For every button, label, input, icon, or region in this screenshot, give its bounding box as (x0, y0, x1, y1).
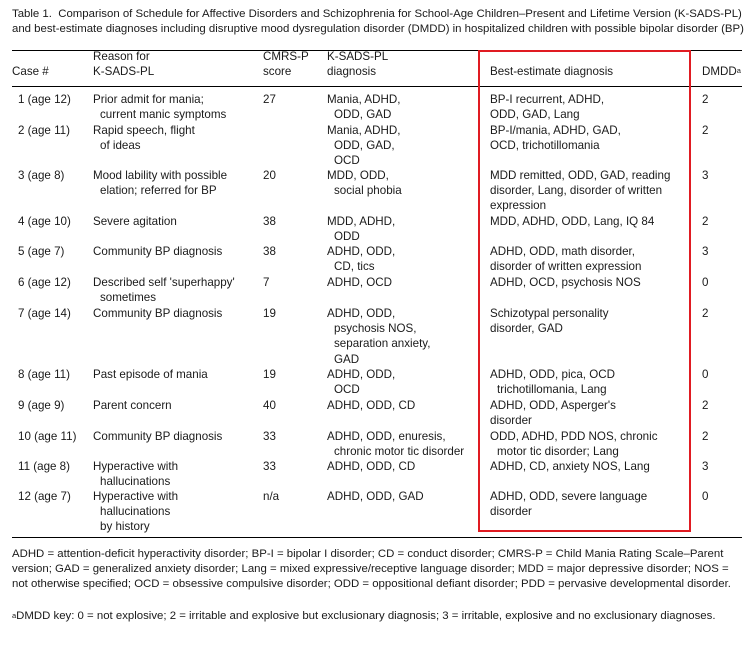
cell-best-line: BP-I/mania, ADHD, GAD, (490, 124, 621, 137)
cell-score: 7 (263, 276, 270, 289)
cell-dmdd: 2 (702, 124, 709, 137)
cell-ksads-line: chronic motor tic disorder (334, 445, 465, 459)
cell-ksads (327, 367, 395, 397)
cell-reason-line: elation; referred for BP (100, 184, 217, 198)
cell-ksads-line: ADHD, ODD, (327, 307, 396, 320)
cell-best-line: Schizotypal personality (490, 307, 609, 320)
cell-dmdd: 0 (702, 490, 709, 503)
cell-reason-line: hallucinations (100, 505, 171, 519)
cell-ksads-line: ADHD, ODD, (327, 368, 396, 381)
cell-ksads-line: Mania, ADHD, (327, 93, 401, 106)
cell-reason (93, 367, 208, 382)
cell-ksads-line: ADHD, ODD, CD (327, 460, 416, 473)
cell-case: 12 (age 7) (18, 490, 71, 503)
cell-ksads-line: ADHD, OCD (327, 276, 393, 289)
cell-case: 8 (age 11) (18, 368, 70, 381)
cell-best-line: disorder of written expression (490, 260, 642, 274)
cell-reason-line: Community BP diagnosis (93, 430, 223, 443)
cell-dmdd: 0 (702, 368, 709, 381)
best-estimate-highlight (478, 50, 691, 532)
cell-score: n/a (263, 490, 280, 503)
cell-ksads-line: psychosis NOS, (334, 322, 417, 336)
cell-ksads-line: MDD, ODD, (327, 169, 389, 182)
footnote-key-text: DMDD key: 0 = not explosive; 2 = irritable and explosive but exclusionary diagnosis; 3 = irritable, explosive and no exclusionary diagnoses. (16, 610, 716, 622)
cell-ksads (327, 123, 400, 169)
cell-reason-line: sometimes (100, 291, 157, 305)
header-score (263, 49, 309, 79)
cell-ksads (327, 244, 395, 274)
cell-best-line: ADHD, ODD, math disorder, (490, 245, 635, 258)
cell-score: 19 (263, 307, 276, 320)
cell-reason-line: Severe agitation (93, 215, 177, 228)
cell-dmdd: 2 (702, 399, 709, 412)
cell-ksads (327, 92, 400, 122)
cell-case: 1 (age 12) (18, 93, 71, 106)
cell-reason (93, 459, 178, 489)
cell-best-line: ODD, ADHD, PDD NOS, chronic (490, 430, 658, 443)
cell-ksads (327, 459, 415, 474)
cell-case: 3 (age 8) (18, 169, 65, 182)
cell-ksads-line: CD, tics (334, 260, 375, 274)
cell-score: 27 (263, 93, 276, 106)
cell-best-line: ADHD, ODD, pica, OCD (490, 368, 615, 381)
cell-reason-line: Community BP diagnosis (93, 307, 223, 320)
cell-ksads (327, 214, 395, 244)
cell-reason-line: Hyperactive with (93, 490, 179, 503)
cell-score: 38 (263, 215, 276, 228)
cell-ksads (327, 489, 424, 504)
cell-best-line: expression (490, 199, 547, 213)
cell-best-line: motor tic disorder; Lang (497, 445, 619, 459)
cell-case: 11 (age 8) (18, 460, 70, 473)
cell-case: 4 (age 10) (18, 215, 71, 228)
header-reason (93, 49, 154, 79)
cell-dmdd: 2 (702, 307, 709, 320)
cell-score: 20 (263, 169, 276, 182)
cell-best-line: ADHD, OCD, psychosis NOS (490, 276, 641, 289)
cell-best-line: ADHD, ODD, Asperger's (490, 399, 616, 412)
cell-best-line: disorder, Lang, disorder of written (490, 184, 663, 198)
cell-ksads-line: ADHD, ODD, GAD (327, 490, 424, 503)
cell-reason (93, 244, 222, 259)
cell-case: 2 (age 11) (18, 124, 70, 137)
cell-dmdd: 2 (702, 93, 709, 106)
header-dmdd (702, 64, 741, 79)
cell-best-line: ADHD, CD, anxiety NOS, Lang (490, 460, 650, 473)
cell-reason-line: Past episode of mania (93, 368, 208, 381)
cell-best-line: disorder (490, 414, 532, 428)
footnote-dmdd-key (12, 609, 746, 624)
cell-best-line: disorder (490, 505, 532, 519)
cell-case: 5 (age 7) (18, 245, 65, 258)
cell-ksads-line: Mania, ADHD, (327, 124, 401, 137)
header-best: Best-estimate diagnosis (490, 65, 614, 78)
cell-ksads (327, 168, 402, 198)
cell-ksads-line: ODD (334, 230, 360, 244)
cell-ksads-line: ADHD, ODD, (327, 245, 396, 258)
header-reason-line: Reason for (93, 50, 150, 63)
cell-dmdd: 2 (702, 430, 709, 443)
cell-best-line: MDD, ADHD, ODD, Lang, IQ 84 (490, 215, 655, 228)
cell-reason (93, 214, 177, 229)
header-dmdd-sup: a (736, 66, 741, 75)
cell-ksads-line: MDD, ADHD, (327, 215, 396, 228)
footnote-abbreviations: ADHD = attention-deficit hyperactivity disorder; BP-I = bipolar I disorder; CD = conduct disorder; CMRS-P = Child Mania Rating Scale–Parent version; GAD = generalized anxiety disorder; Lang = mixed expressive/receptive language disorder; MDD = major depressive disorder; NOS = not otherwise specified; OCD = obsessive compulsive disorder; ODD = oppositional defiant disorder; PDD = pervasive developmental disorder. (12, 548, 731, 591)
cell-ksads (327, 429, 464, 459)
cell-ksads-line: OCD (334, 154, 360, 168)
cell-case: 7 (age 14) (18, 307, 71, 320)
cell-reason (93, 306, 222, 321)
cell-reason (93, 489, 178, 535)
cell-best-line: OCD, trichotillomania (490, 139, 600, 153)
cell-score: 38 (263, 245, 276, 258)
cell-reason-line: current manic symptoms (100, 108, 227, 122)
cell-ksads-line: ADHD, ODD, CD (327, 399, 416, 412)
header-reason-line: K-SADS-PL (93, 65, 155, 79)
cell-ksads-line: OCD (334, 383, 360, 397)
cell-reason-line: Rapid speech, flight (93, 124, 195, 137)
cell-dmdd: 3 (702, 460, 709, 473)
cell-reason-line: of ideas (100, 139, 141, 153)
cell-reason (93, 429, 222, 444)
cell-ksads-line: ODD, GAD, (334, 139, 395, 153)
caption-label: Table 1. (12, 8, 52, 20)
cell-reason-line: hallucinations (100, 475, 171, 489)
cell-score: 33 (263, 430, 276, 443)
cell-reason-line: Mood lability with possible (93, 169, 228, 182)
cell-reason (93, 123, 195, 153)
header-score-line: score (263, 65, 292, 79)
cell-ksads-line: ODD, GAD (334, 108, 392, 122)
cell-ksads-line: social phobia (334, 184, 402, 198)
cell-score: 40 (263, 399, 276, 412)
cell-reason-line: by history (100, 520, 150, 534)
cell-case: 10 (age 11) (18, 430, 77, 443)
cell-ksads-line: ADHD, ODD, enuresis, (327, 430, 446, 443)
footnote-key-sup: a (12, 611, 17, 620)
cell-best-line: disorder, GAD (490, 322, 563, 336)
cell-best-line: ADHD, ODD, severe language (490, 490, 648, 503)
header-ksads-line: diagnosis (327, 65, 376, 79)
cell-ksads (327, 275, 392, 290)
header-ksads (327, 49, 388, 79)
cell-dmdd: 2 (702, 215, 709, 228)
cell-reason-line: Hyperactive with (93, 460, 179, 473)
cell-ksads-line: GAD (334, 352, 360, 366)
cell-reason (93, 168, 227, 198)
cell-score: 33 (263, 460, 276, 473)
cell-best-line: ODD, GAD, Lang (490, 108, 580, 122)
caption-text: Comparison of Schedule for Affective Disorders and Schizophrenia for School-Age Children–Present and Lifetime Version (K-SADS-PL) and best-estimate diagnoses including disruptive mood dysregulation disorder (DMDD) in hospitalized children with possible bipolar disorder (BP) (12, 8, 744, 35)
cell-ksads (327, 306, 430, 367)
header-dmdd-label: DMDD (702, 65, 737, 78)
cell-score: 19 (263, 368, 276, 381)
table-caption (12, 7, 744, 37)
cell-case: 9 (age 9) (18, 399, 65, 412)
cell-reason-line: Prior admit for mania; (93, 93, 204, 106)
cell-dmdd: 0 (702, 276, 709, 289)
bottom-rule (12, 537, 742, 538)
cell-reason-line: Community BP diagnosis (93, 245, 223, 258)
cell-ksads-line: separation anxiety, (334, 337, 431, 351)
cell-dmdd: 3 (702, 169, 709, 182)
cell-reason (93, 398, 172, 413)
header-score-line: CMRS-P (263, 50, 309, 63)
header-case: Case # (12, 65, 49, 78)
cell-case: 6 (age 12) (18, 276, 71, 289)
cell-best-line: MDD remitted, ODD, GAD, reading (490, 169, 671, 182)
header-ksads-line: K-SADS-PL (327, 50, 389, 63)
cell-reason-line: Described self 'superhappy' (93, 276, 235, 289)
cell-dmdd: 3 (702, 245, 709, 258)
cell-reason (93, 275, 235, 305)
cell-reason-line: Parent concern (93, 399, 172, 412)
cell-ksads (327, 398, 415, 413)
cell-reason (93, 92, 226, 122)
cell-best-line: trichotillomania, Lang (497, 383, 607, 397)
cell-best-line: BP-I recurrent, ADHD, (490, 93, 605, 106)
